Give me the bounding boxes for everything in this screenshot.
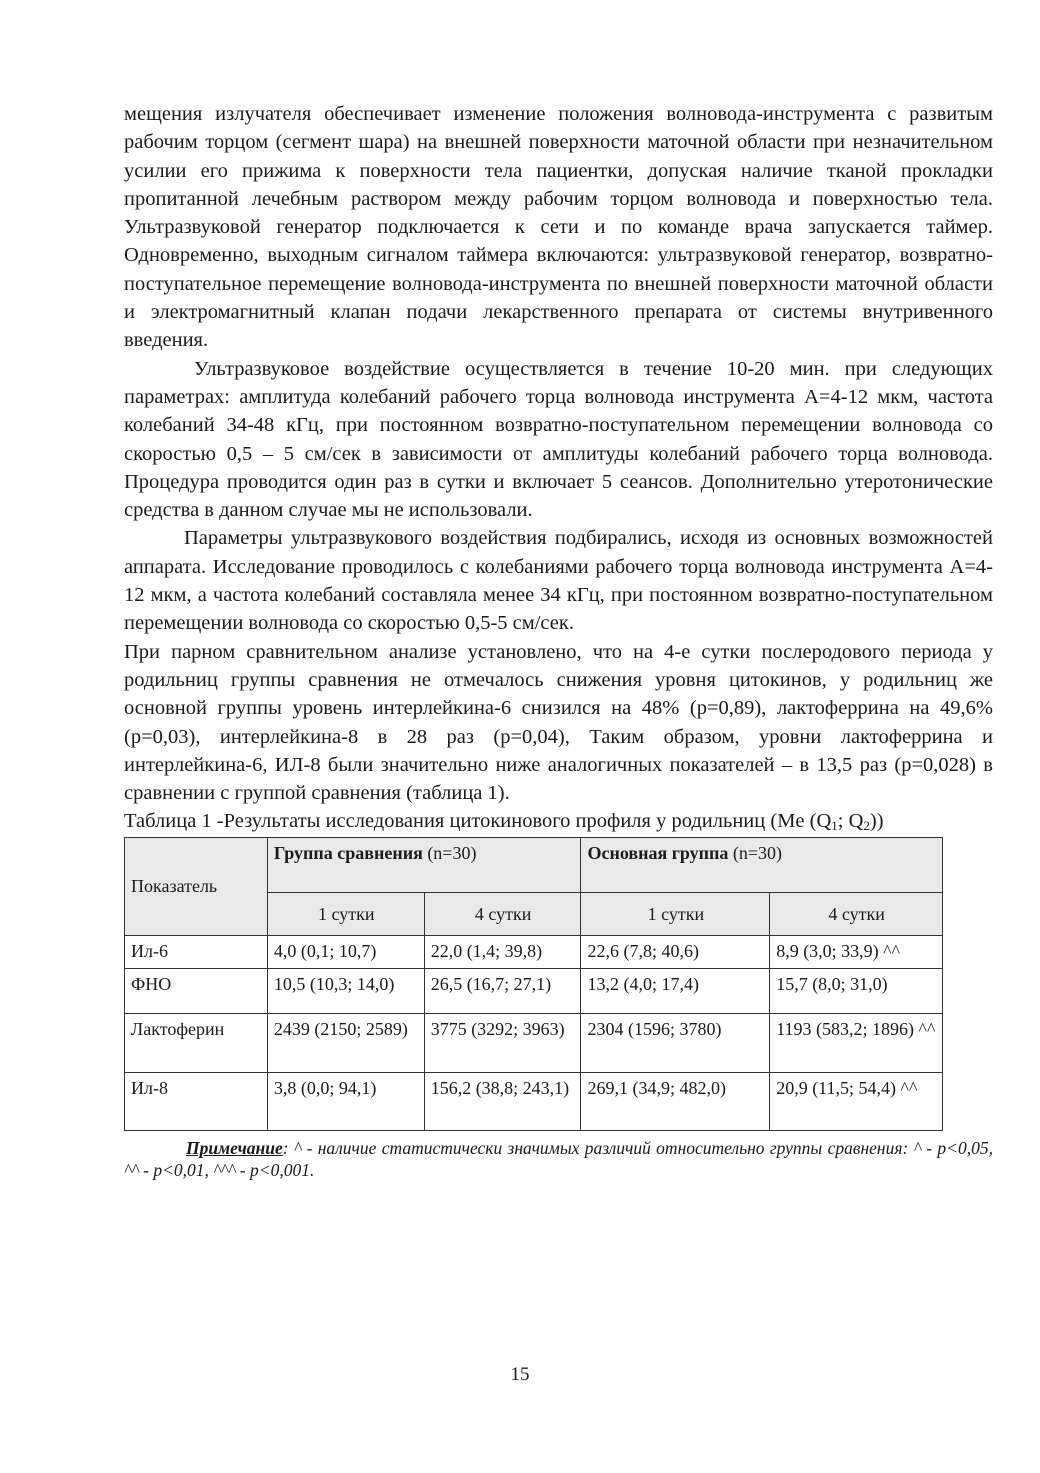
table-cell: 3,8 (0,0; 94,1) xyxy=(267,1072,424,1130)
table-cell: 4,0 (0,1; 10,7) xyxy=(267,935,424,968)
group-comparison-header: Группа сравнения (n=30) xyxy=(267,837,581,892)
table-note xyxy=(124,1137,993,1181)
table-cell: 2304 (1596; 3780) xyxy=(581,1013,770,1072)
table-header-row xyxy=(125,837,943,892)
paragraph-3: Параметры ультразвукового воздействия подбирались, исходя из основных возможностей аппарата. Исследование проводилось с колебаниями рабочего торца волновода инструмента A=4-12 мкм, а частота колебаний составляла менее 34 кГц, при постоянном возвратно-поступательном перемещении волновода со скоростью 0,5-5 см/сек. xyxy=(124,527,993,635)
table-cell: 20,9 (11,5; 54,4) ^^ xyxy=(770,1072,943,1130)
table-cell: 22,0 (1,4; 39,8) xyxy=(424,935,581,968)
row-label: ФНО xyxy=(125,968,268,1013)
note-label: Примечание xyxy=(186,1137,283,1158)
paragraph-4: При парном сравнительном анализе установлено, что на 4-е сутки послеродового периода у родильниц группы сравнения не отмечалось снижения уровня цитокинов, у родильниц же основной группы уровень интерлейкина-6 снизился на 48% (p=0,89), лактоферрина на 49,6% (p=0,03), интерлейкина-8 в 28 раз (p=0,04), Таким образом, уровни лактоферрина и интерлейкина-6, ИЛ-8 были значительно ниже аналогичных показателей – в 13,5 раз (p=0,028) в сравнении с группой сравнения (таблица 1). xyxy=(124,640,993,805)
table-caption: Таблица 1 -Результаты исследования цитокинового профиля у родильниц (Me ($Q_1$; $Q_2$)) xyxy=(124,810,884,834)
day4-header: 4 сутки xyxy=(424,892,581,935)
table-cell: 22,6 (7,8; 40,6) xyxy=(581,935,770,968)
cytokine-table xyxy=(124,837,943,1131)
page-body xyxy=(124,100,993,1181)
table-cell: 2439 (2150; 2589) xyxy=(267,1013,424,1072)
note-text: : ^ - наличие статистически значимых различий относительно группы сравнения: ^ - p<0,05, ^^ - p<0,01, ^^^ - p<0,001. xyxy=(124,1137,993,1180)
table-cell: 156,2 (38,8; 243,1) xyxy=(424,1072,581,1130)
indicator-header: Показатель xyxy=(125,837,268,935)
table-cell: 15,7 (8,0; 31,0) xyxy=(770,968,943,1013)
table-cell: 26,5 (16,7; 27,1) xyxy=(424,968,581,1013)
paragraph-1: мещения излучателя обеспечивает изменение положения волновода-инструмента с развитым рабочим торцом (сегмент шара) на внешней поверхности маточной области при незначительном усилии его прижима к поверхности тела пациентки, допуская наличие тканой прокладки пропитанной лечебным раствором между рабочим торцом волновода и поверхностью тела. Ультразвуковой генератор подключается к сети и по команде врача запускается таймер. Одновременно, выходным сигналом таймера включаются: ультразвуковой генератор, возвратно-поступательное перемещение волновода-инструмента по внешней поверхности маточной области и электромагнитный клапан подачи лекарственного препарата от системы внутривенного введения. xyxy=(124,103,993,352)
day1-header: 1 сутки xyxy=(267,892,424,935)
table-row xyxy=(125,1072,943,1130)
table-cell: 269,1 (34,9; 482,0) xyxy=(581,1072,770,1130)
table-cell: 3775 (3292; 3963) xyxy=(424,1013,581,1072)
group-main-header: Основная группа (n=30) xyxy=(581,837,943,892)
table-row xyxy=(125,1013,943,1072)
row-label: Ил-8 xyxy=(125,1072,268,1130)
table-cell: 8,9 (3,0; 33,9) ^^ xyxy=(770,935,943,968)
table-cell: 13,2 (4,0; 17,4) xyxy=(581,968,770,1013)
table-cell: 1193 (583,2; 1896) ^^ xyxy=(770,1013,943,1072)
paragraph-2: Ультразвуковое воздействие осуществляется в течение 10-20 мин. при следующих параметрах: амплитуда колебаний рабочего торца волновода инструмента A=4-12 мкм, частота колебаний 34-48 кГц, при постоянном возвратно-поступательном перемещении волновода со скоростью 0,5 – 5 см/сек в зависимости от амплитуды колебаний рабочего торца волновода. Процедура проводится один раз в сутки и включает 5 сеансов. Дополнительно утеротонические средства в данном случае мы не использовали. xyxy=(124,357,993,522)
table-row xyxy=(125,968,943,1013)
table-row xyxy=(125,935,943,968)
table-cell: 10,5 (10,3; 14,0) xyxy=(267,968,424,1013)
page-number: 15 xyxy=(510,1364,530,1385)
row-label: Лактоферин xyxy=(125,1013,268,1072)
day4-header: 4 сутки xyxy=(770,892,943,935)
day1-header: 1 сутки xyxy=(581,892,770,935)
row-label: Ил-6 xyxy=(125,935,268,968)
